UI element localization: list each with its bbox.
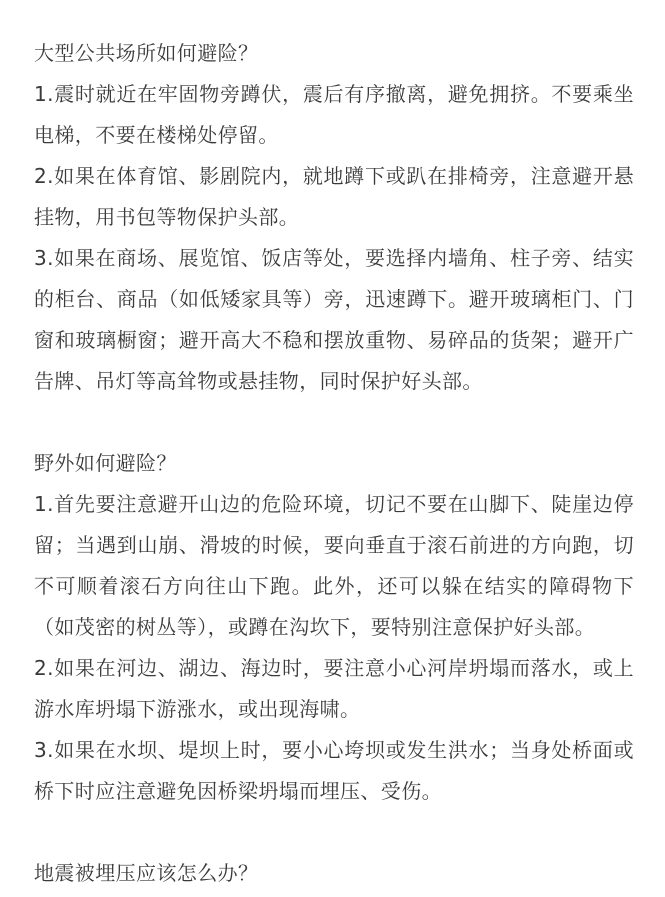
section-heading-public-places: 大型公共场所如何避险？ [34,41,259,65]
paragraph-public-2: 2.如果在体育馆、影剧院内，就地蹲下或趴在排椅旁，注意避开悬挂物，用书包等物保护头部。 [34,164,634,229]
paragraph-outdoors-1: 1.首先要注意避开山边的危险环境，切记不要在山脚下、陡崖边停留；当遇到山崩、滑坡的时候，要向垂直于滚石前进的方向跑，切不可顺着滚石方向往山下跑。此外，还可以躲在结实的障碍物下（如茂密的树丛等），或蹲在沟坎下，要特别注意保护好头部。 [34,492,634,639]
paragraph-outdoors-3: 3.如果在水坝、堤坝上时，要小心垮坝或发生洪水；当身处桥面或桥下时应注意避免因桥梁坍塌而埋压、受伤。 [34,738,634,803]
section-heading-outdoors: 野外如何避险？ [34,451,177,475]
section-spacer [34,812,634,853]
paragraph-public-3: 3.如果在商场、展览馆、饭店等处，要选择内墙角、柱子旁、结实的柜台、商品（如低矮家具等）旁，迅速蹲下。避开玻璃柜门、门窗和玻璃橱窗；避开高大不稳和摆放重物、易碎品的货架；避开广告牌、吊灯等高耸物或悬挂物，同时保护好头部。 [34,246,634,393]
document-body [34,33,634,894]
section-spacer [34,402,634,443]
paragraph-public-1: 1.震时就近在牢固物旁蹲伏，震后有序撤离，避免拥挤。不要乘坐电梯，不要在楼梯处停留。 [34,82,634,147]
section-heading-trapped: 地震被埋压应该怎么办？ [34,861,259,885]
paragraph-outdoors-2: 2.如果在河边、湖边、海边时，要注意小心河岸坍塌而落水，或上游水库坍塌下游涨水，或出现海啸。 [34,656,634,721]
